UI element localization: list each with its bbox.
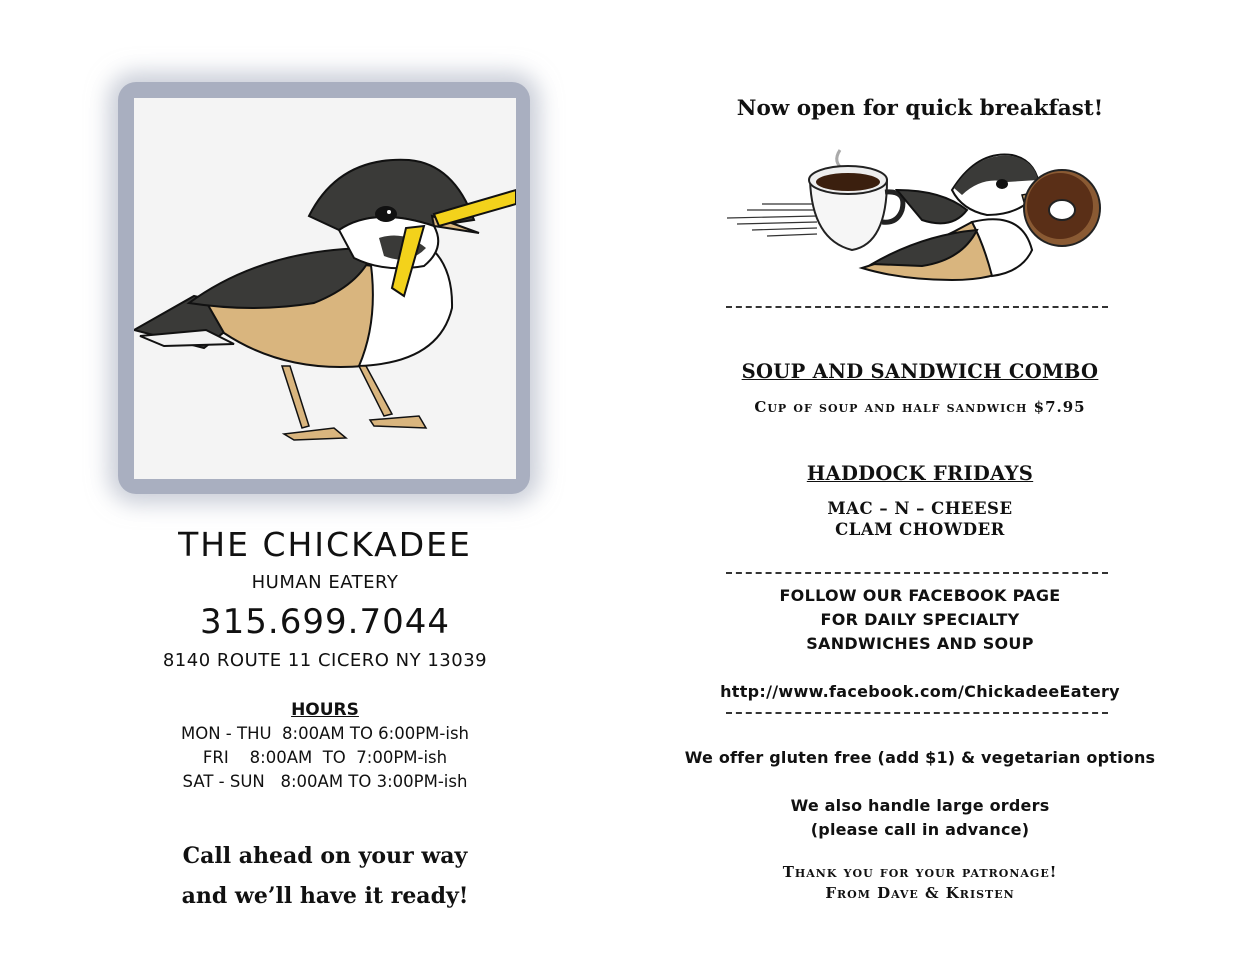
combo-description: Cup of soup and half sandwich $7.95 [754,398,1086,416]
hours-line: SAT - SUN 8:00AM TO 3:00PM-ish [182,772,468,791]
menu-item: MAC – N – CHEESE [827,499,1013,518]
facebook-note: SANDWICHES AND SOUP [806,634,1034,653]
thank-you-note: Thank you for your patronage! [782,863,1058,881]
address: 8140 ROUTE 11 CICERO NY 13039 [162,650,488,671]
facebook-note: FOR DAILY SPECIALTY [820,610,1020,629]
chickadee-with-french-fry-icon [134,98,516,479]
haddock-title: HADDOCK FRIDAYS [806,462,1034,485]
menu-item: CLAM CHOWDER [835,520,1005,539]
breakfast-announcement: Now open for quick breakfast! [736,96,1104,121]
hours-line: MON - THU 8:00AM TO 6:00PM-ish [180,724,470,743]
divider [726,712,1108,714]
combo-title: SOUP AND SANDWICH COMBO [741,360,1099,383]
call-ahead-line: and we’ll have it ready! [181,883,469,909]
hours-line: FRI 8:00AM TO 7:00PM-ish [202,748,448,767]
phone-number[interactable]: 315.699.7044 [200,602,450,642]
divider [726,306,1108,308]
restaurant-subtitle: HUMAN EATERY [251,572,399,593]
call-ahead-line: Call ahead on your way [182,843,468,869]
thank-you-note: From Dave & Kristen [825,884,1015,902]
restaurant-name: THE CHICKADEE [178,525,472,564]
dietary-options: We offer gluten free (add $1) & vegetarian options [684,748,1156,767]
facebook-link[interactable]: http://www.facebook.com/ChickadeeEatery [720,682,1120,701]
chickadee-coffee-donut-icon [722,140,1112,290]
facebook-note: FOLLOW OUR FACEBOOK PAGE [779,586,1061,605]
large-orders-note: (please call in advance) [810,820,1030,839]
large-orders-note: We also handle large orders [790,796,1050,815]
hours-heading: HOURS [291,700,359,720]
divider [726,572,1108,574]
